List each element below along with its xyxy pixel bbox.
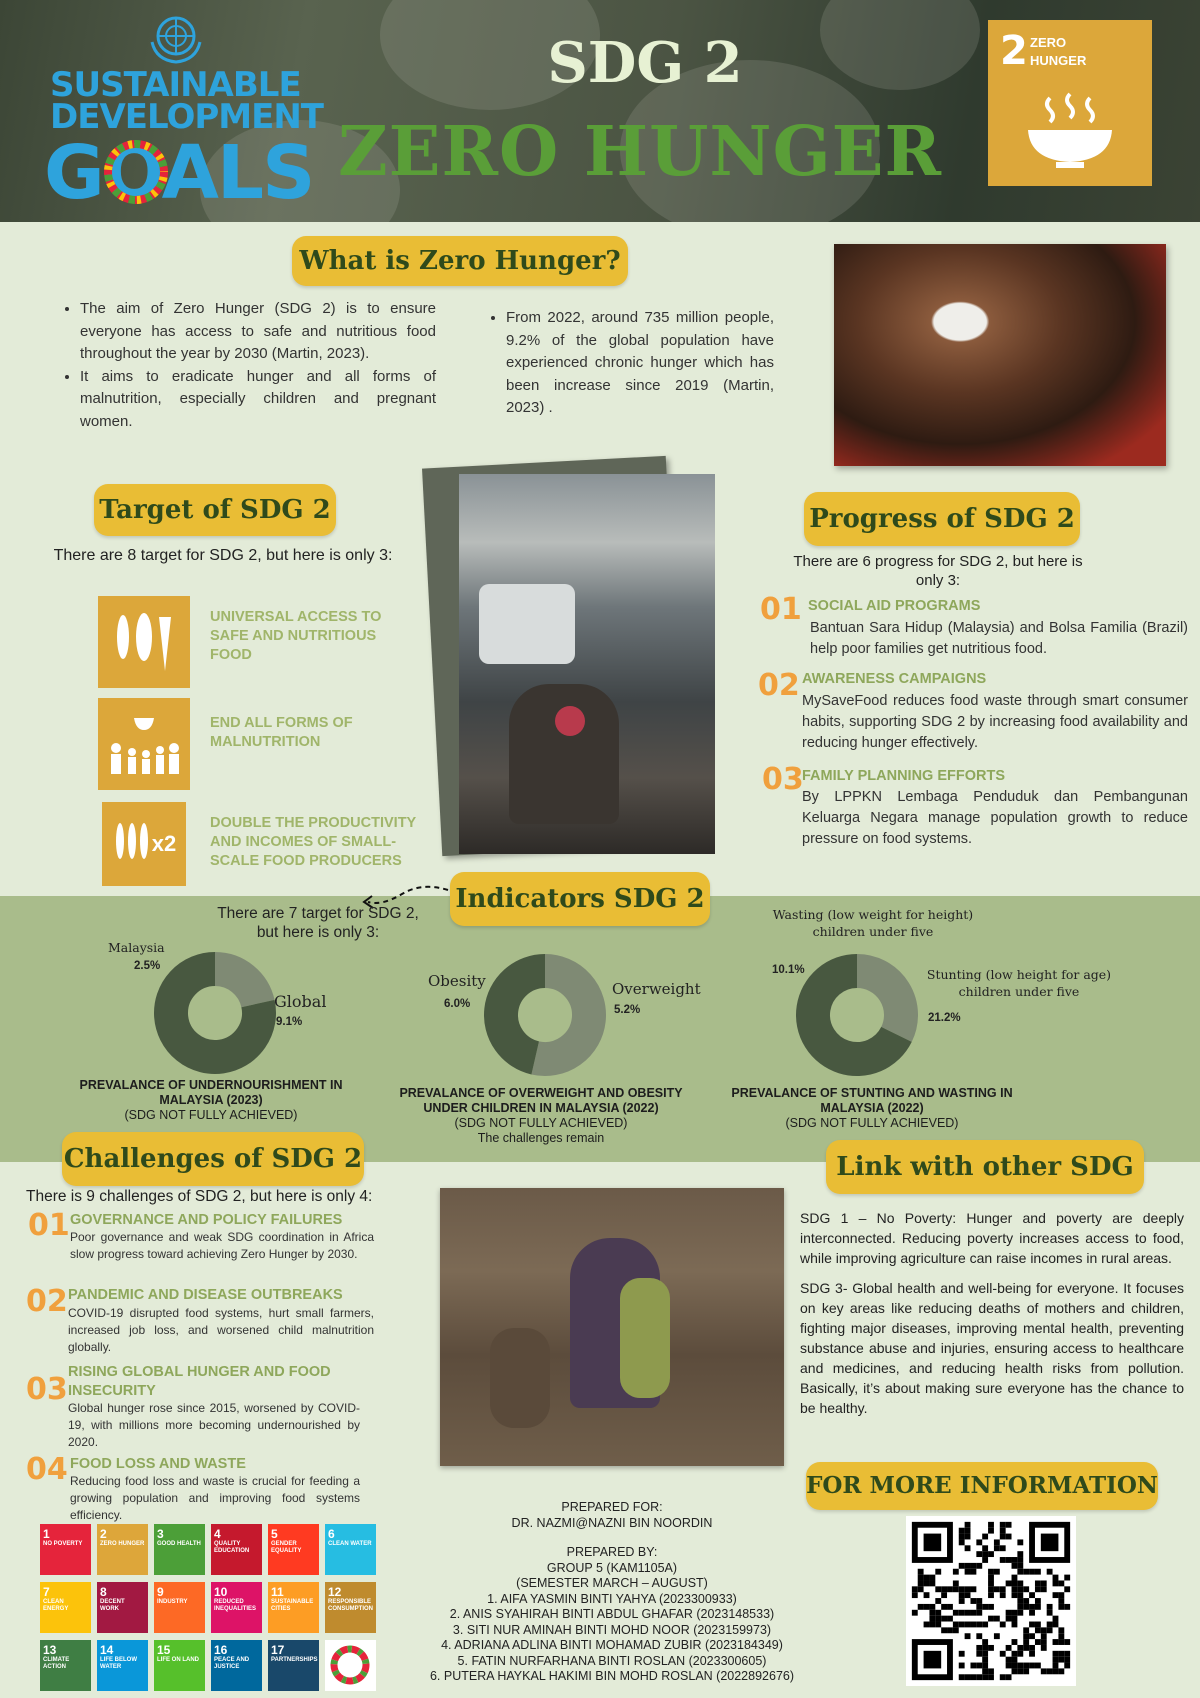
- photo-person: [509, 684, 619, 824]
- chart2-caption: [392, 1086, 690, 1146]
- sdg-tile-number: 1: [43, 1527, 50, 1541]
- member-name: 2. ANIS SYAHIRAH BINTI ABDUL GHAFAR (2023148533): [449, 1607, 775, 1621]
- sdg-tile-label: CLIMATE ACTION: [43, 1657, 70, 1670]
- sdg-tile-label: ZERO HUNGER: [100, 1541, 145, 1547]
- progress-text-1: Bantuan Sara Hidup (Malaysia) and Bolsa Familia (Brazil) help poor families get nutritious food.: [810, 620, 1188, 657]
- chart2-caption-text: PREVALANCE OF OVERWEIGHT AND OBESITY UNDER CHILDREN IN MALAYSIA (2022): [399, 1086, 683, 1115]
- sdg-tile-number: 6: [328, 1527, 335, 1541]
- challenge-num-2: 02: [26, 1284, 68, 1319]
- photo-street-person: [459, 474, 715, 854]
- challenge-text-3: Global hunger rose since 2015, worsened by COVID-19, with millions more becoming undernourished by 2020.: [68, 1401, 360, 1449]
- link-sdg3-text: SDG 3- Global health and well-being for everyone. It focuses on key areas like reducing deaths of mothers and children, fighting major diseases, improving mental health, preventing substance abuse and injuries, ensuring access to healthcare and medicines, and reducing health risks from pollution. Basically, it’s about making sure everyone has the chance to be healthy.: [800, 1280, 1184, 1416]
- chart2-extra: The challenges remain: [477, 1131, 605, 1145]
- page-title: ZERO HUNGER: [337, 112, 942, 192]
- section-heading-more-info: FOR MORE INFORMATION: [806, 1462, 1158, 1510]
- sdg-tile-label: PEACE AND JUSTICE: [214, 1657, 250, 1670]
- section-heading-indicators: Indicators SDG 2: [450, 872, 710, 926]
- sdg-tile-label: REDUCED INEQUALITIES: [214, 1599, 257, 1612]
- tile-number: 2: [1000, 28, 1028, 74]
- sdg-tile-11: [268, 1582, 319, 1633]
- sdg-tile-number: 14: [100, 1643, 114, 1657]
- sdg-tile-number: 17: [271, 1643, 285, 1657]
- sdg-tile-label: LIFE ON LAND: [157, 1657, 199, 1663]
- member-name: 3. SITI NUR AMINAH BINTI MOHD NOOR (2023159973): [452, 1622, 772, 1637]
- sdg-tile-5: [268, 1524, 319, 1575]
- link-sdg1-text: SDG 1 – No Poverty: Hunger and poverty are deeply interconnected. Reducing poverty increases access to food, while improving agriculture can raise incomes in rural areas.: [800, 1210, 1184, 1266]
- sdg-tile-4: [211, 1524, 262, 1575]
- photo-hands-rice: [834, 244, 1166, 466]
- prepared-by-label: PREPARED BY:: [566, 1545, 658, 1559]
- sdg-tile-8: [97, 1582, 148, 1633]
- prepared-for-label: PREPARED FOR:: [561, 1500, 663, 1514]
- photo-mother-children: [440, 1188, 784, 1466]
- what-bullet-3: • From 2022, around 735 million people, 9.2% of the global population have experienced chronic hunger which has been increase since 2019 (Martin, 2023) .: [506, 307, 774, 420]
- sdg-tile-number: 10: [214, 1585, 228, 1599]
- progress-title-1: SOCIAL AID PROGRAMS: [808, 598, 981, 614]
- sdg-tile-6: [325, 1524, 376, 1575]
- donut-chart-overweight: [482, 952, 608, 1078]
- challenge-title-4: FOOD LOSS AND WASTE: [70, 1456, 246, 1472]
- sdg-tile-16: [211, 1640, 262, 1691]
- semester-label: (SEMESTER MARCH – AUGUST): [516, 1576, 708, 1590]
- sdg-wheel-tile-icon: [325, 1640, 376, 1691]
- donut-slice-wasting: [857, 971, 901, 1034]
- member-name: 4. ADRIANA ADLINA BINTI MOHAMAD ZUBIR (2023184349): [441, 1638, 783, 1652]
- donut-slice-malaysia: [215, 969, 258, 1004]
- title-sdg-number: SDG 2: [547, 30, 743, 96]
- sdg-tile-label: GENDER EQUALITY: [271, 1541, 302, 1554]
- credits-block: [392, 1500, 832, 1685]
- sdg-tile-number: 11: [271, 1585, 284, 1599]
- wheat-fish-carrot-icon: [98, 596, 190, 688]
- sdg-tile-label: INDUSTRY: [157, 1599, 188, 1605]
- family-bowl-icon: [98, 698, 190, 790]
- sdg-tile-label: DECENT WORK: [100, 1599, 125, 1612]
- group-label: GROUP 5 (KAM1105A): [546, 1560, 678, 1575]
- qr-code[interactable]: [906, 1516, 1076, 1686]
- sdg-tile-13: [40, 1640, 91, 1691]
- chart2-pct-a: 6.0%: [444, 998, 471, 1010]
- chart3-status: (SDG NOT FULLY ACHIEVED): [785, 1116, 959, 1130]
- target-label-3: DOUBLE THE PRODUCTIVITY AND INCOMES OF SMALL-SCALE FOOD PRODUCERS: [210, 815, 416, 869]
- qr-code-icon: [906, 1516, 1076, 1686]
- sdg-tile-label: RESPONSIBLE CONSUMPTION: [328, 1599, 373, 1612]
- what-bullet-1: • The aim of Zero Hunger (SDG 2) is to ensure everyone has access to safe and nutritious food throughout the year by 2030 (Martin, 2023).: [80, 298, 436, 366]
- challenge-title-2: PANDEMIC AND DISEASE OUTBREAKS: [68, 1287, 343, 1303]
- sdg-goals-grid: [40, 1524, 384, 1694]
- sdg-tile-number: 9: [157, 1585, 164, 1599]
- sdg-tile-number: 8: [100, 1585, 107, 1599]
- sdg-logo: [44, 12, 323, 216]
- donut-chart-undernourishment: [152, 950, 278, 1076]
- sdg-tile-label: QUALITY EDUCATION: [214, 1541, 250, 1554]
- challenge-text-1: Poor governance and weak SDG coordination in Africa slow progress toward achieving Zero Hunger by 2030.: [70, 1230, 374, 1261]
- what-bullet-2: • It aims to eradicate hunger and all forms of malnutrition, especially children and pregnant women.: [80, 366, 436, 434]
- what-right-text: [484, 307, 774, 420]
- wheat-x2-icon: [102, 802, 186, 886]
- sdg-tile-2: [97, 1524, 148, 1575]
- challenge-num-3: 03: [26, 1372, 68, 1407]
- sdg-tile-label: CLEAN ENERGY: [43, 1599, 69, 1612]
- sdg-tile-label: PARTNERSHIPS: [271, 1657, 318, 1663]
- sdg-tile-15: [154, 1640, 205, 1691]
- chart1-caption: [78, 1078, 344, 1123]
- sdg-tile-14: [97, 1640, 148, 1691]
- progress-num-3: 03: [762, 762, 804, 797]
- logo-line-3: GOALS: [44, 130, 314, 216]
- progress-title-2: AWARENESS CAMPAIGNS: [802, 671, 987, 687]
- section-heading-target: Target of SDG 2: [94, 484, 336, 536]
- target-intro: There are 8 target for SDG 2, but here is only 3:: [53, 547, 393, 564]
- chart3-pct-b: 21.2%: [928, 1012, 961, 1024]
- sdg2-tile: [988, 20, 1152, 186]
- chart3-caption-text: PREVALANCE OF STUNTING AND WASTING IN MALAYSIA (2022): [731, 1086, 1013, 1115]
- sdg-tile-number: 15: [157, 1643, 171, 1657]
- section-heading-progress: Progress of SDG 2: [804, 492, 1080, 546]
- photo-bag: [555, 706, 585, 736]
- sdg-tile-7: [40, 1582, 91, 1633]
- progress-text-2: MySaveFood reduces food waste through smart consumer habits, supporting SDG 2 by increasing food availability and reducing hunger effectively.: [802, 693, 1188, 751]
- background-pot: [820, 0, 980, 90]
- section-heading-link: Link with other SDG: [826, 1140, 1144, 1194]
- sdg-tile-number: 16: [214, 1643, 228, 1657]
- tile-label-2: HUNGER: [1030, 53, 1087, 68]
- photo-child: [490, 1328, 550, 1428]
- chart1-pct-a: 2.5%: [134, 960, 161, 972]
- challenge-text-4: Reducing food loss and waste is crucial for feeding a growing population and improving food systems efficiency.: [70, 1474, 360, 1522]
- member-name: 6. PUTERA HAYKAL HAKIMI BIN MOHD ROSLAN (2022892676): [429, 1669, 795, 1683]
- progress-num-2: 02: [758, 668, 800, 703]
- section-heading-what: What is Zero Hunger?: [292, 236, 628, 286]
- chart3-label-a: Wasting (low weight for height) children under five: [772, 907, 974, 939]
- challenge-title-1: GOVERNANCE AND POLICY FAILURES: [70, 1212, 343, 1228]
- donut-chart-stunting: [794, 952, 920, 1078]
- sdg-tile-number: 7: [43, 1585, 50, 1599]
- un-emblem-icon: [144, 12, 208, 64]
- target-label-1: UNIVERSAL ACCESS TO SAFE AND NUTRITIOUS FOOD: [210, 609, 382, 663]
- sdg-tile-number: 4: [214, 1527, 221, 1541]
- challenge-num-1: 01: [28, 1208, 70, 1243]
- sdg-tile-label: NO POVERTY: [43, 1541, 83, 1547]
- chart1-caption-text: PREVALANCE OF UNDERNOURISHMENT IN MALAYSIA (2023): [79, 1078, 343, 1107]
- chart3-pct-a: 10.1%: [772, 964, 805, 976]
- chart2-label-a: Obesity: [428, 972, 486, 990]
- chart2-status: (SDG NOT FULLY ACHIEVED): [454, 1116, 628, 1130]
- chart1-status: (SDG NOT FULLY ACHIEVED): [124, 1108, 298, 1122]
- food-bowl-icon: [1020, 90, 1120, 170]
- sdg-tile-number: 2: [100, 1527, 107, 1541]
- chart1-pct-b: 9.1%: [276, 1016, 303, 1028]
- sdg-tile-17: [268, 1640, 319, 1691]
- challenge-num-4: 04: [26, 1452, 68, 1487]
- progress-num-1: 01: [760, 592, 802, 627]
- what-left-text: [58, 298, 436, 433]
- x2-label: x2: [151, 831, 177, 856]
- logo-line-2: DEVELOPMENT: [50, 97, 323, 137]
- indicators-intro: There are 7 target for SDG 2, but here is only 3:: [217, 905, 419, 941]
- sdg-tile-9: [154, 1582, 205, 1633]
- sdg-tile-3: [154, 1524, 205, 1575]
- sdg-tile-label: GOOD HEALTH: [157, 1541, 201, 1547]
- photo-child: [620, 1278, 670, 1398]
- challenge-title-3: RISING GLOBAL HUNGER AND FOOD INSECURITY: [68, 1364, 331, 1399]
- sdg-tile-10: [211, 1582, 262, 1633]
- sdg-tile-label: SUSTAINABLE CITIES: [271, 1599, 314, 1612]
- sdg-tile-number: 13: [43, 1643, 57, 1657]
- target-label-2: END ALL FORMS OF MALNUTRITION: [210, 715, 353, 750]
- chart2-label-b: Overweight: [612, 980, 701, 998]
- sdg-tile-1: [40, 1524, 91, 1575]
- progress-intro: There are 6 progress for SDG 2, but here is only 3:: [793, 553, 1083, 589]
- member-name: 1. AIFA YASMIN BINTI YAHYA (2023300933): [487, 1591, 737, 1606]
- sdg-tile-label: CLEAN WATER: [328, 1541, 372, 1547]
- sdg-wheel-icon: [104, 140, 168, 204]
- chart3-label-b: Stunting (low height for age) children under five: [926, 967, 1112, 999]
- progress-title-3: FAMILY PLANNING EFFORTS: [802, 768, 1006, 784]
- logo-line-1: SUSTAINABLE: [50, 65, 301, 105]
- chart3-caption: [730, 1086, 1014, 1131]
- prepared-for-name: DR. NAZMI@NAZNI BIN NOORDIN: [511, 1515, 713, 1530]
- photo-car: [479, 584, 575, 664]
- progress-text-3: By LPPKN Lembaga Penduduk dan Pembangunan Keluarga Negara manage population growth to reduce pressure on food systems.: [802, 789, 1188, 847]
- link-text: [800, 1208, 1184, 1418]
- sdg-tile-number: 3: [157, 1527, 164, 1541]
- tile-label-1: ZERO: [1030, 35, 1067, 50]
- chart1-label-a: Malaysia: [108, 940, 165, 955]
- section-heading-challenges: Challenges of SDG 2: [62, 1132, 364, 1186]
- sdg-tile-12: [325, 1582, 376, 1633]
- sdg-tile-number: 5: [271, 1527, 278, 1541]
- chart1-label-b: Global: [274, 992, 327, 1011]
- tile-label: [1030, 34, 1086, 70]
- challenge-text-2: COVID-19 disrupted food systems, hurt small farmers, increased job loss, and worsened child malnutrition globally.: [68, 1306, 374, 1354]
- sdg-tile-label: LIFE BELOW WATER: [100, 1657, 137, 1670]
- member-name: 5. FATIN NURFARHANA BINTI ROSLAN (2023300605): [457, 1653, 767, 1668]
- sdg-tile-number: 12: [328, 1585, 342, 1599]
- challenges-intro: There is 9 challenges of SDG 2, but here is only 4:: [26, 1188, 373, 1205]
- chart2-pct-b: 5.2%: [614, 1004, 641, 1016]
